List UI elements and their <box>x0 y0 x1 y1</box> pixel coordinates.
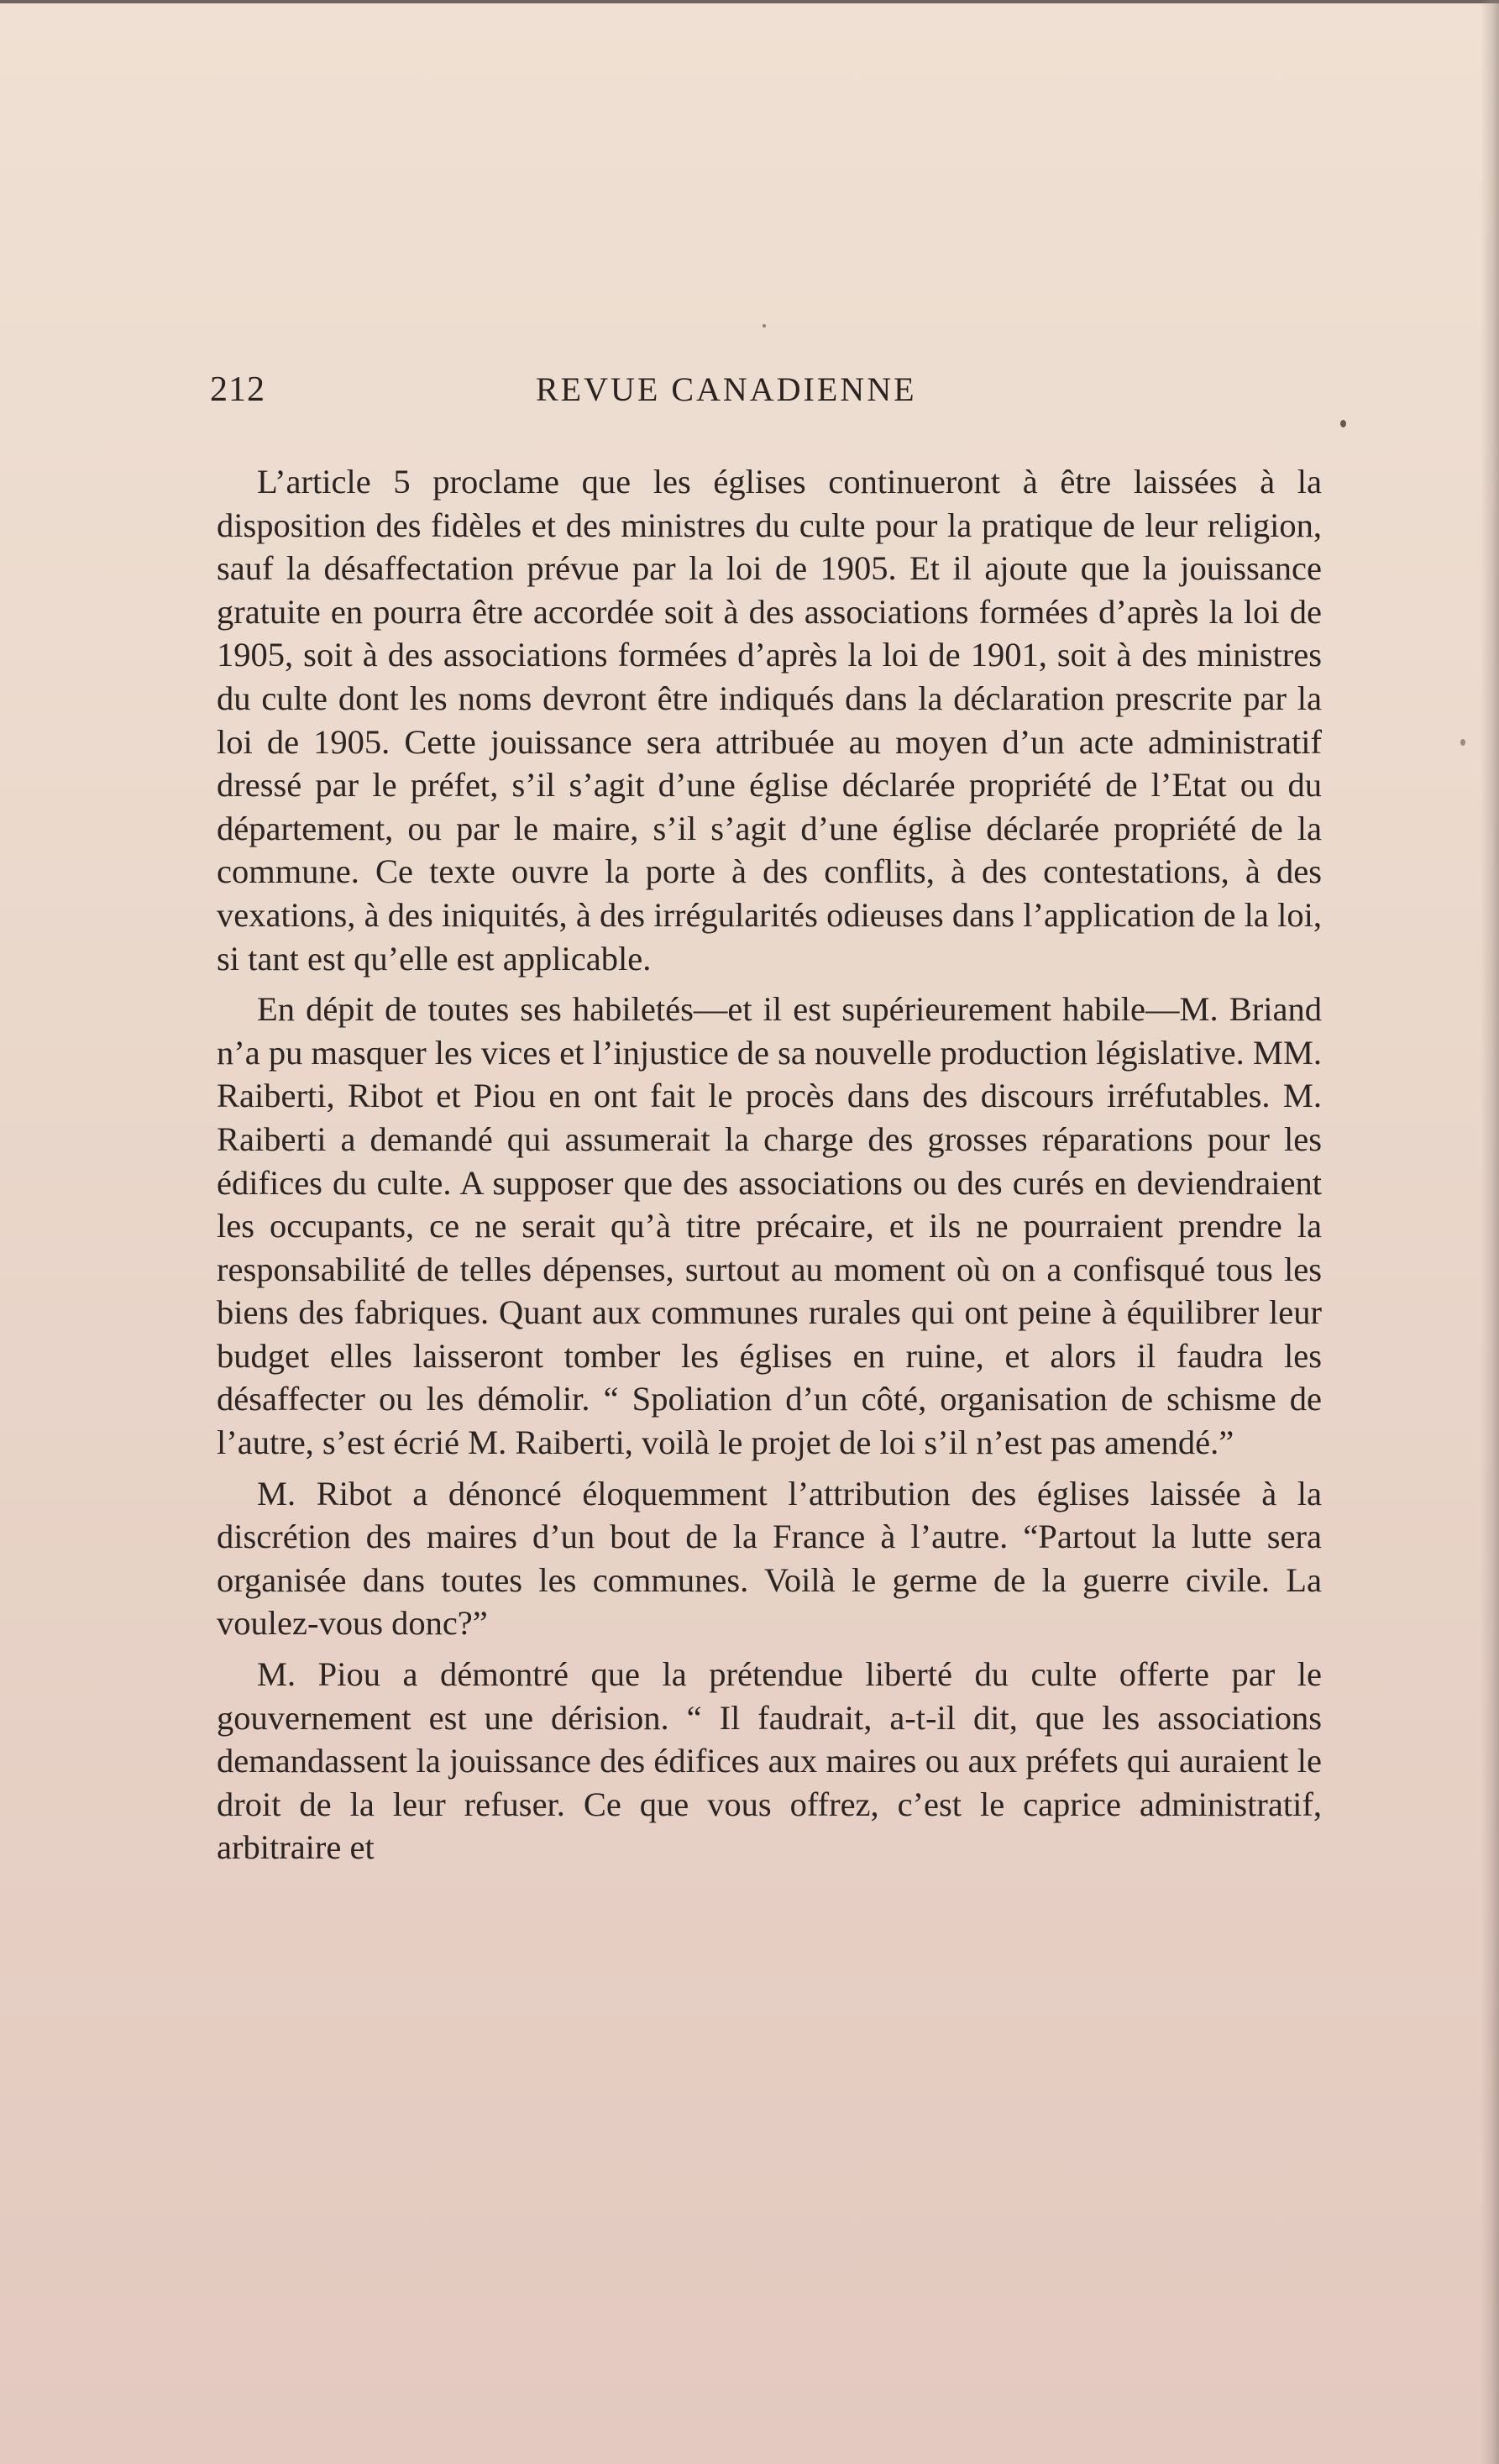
running-title: REVUE CANADIENNE <box>536 370 917 408</box>
ink-fleck <box>1460 739 1465 746</box>
page-number: 212 <box>210 370 265 409</box>
paragraph-piou: M. Piou a démontré que la prétendue liberté du culte offerte par le gouvernement est une dérision. “ Il faudrait, a-t-il dit, que les associations demandassent la jouissance des édifices aux maires ou aux préfets qui auraient le droit de la leur refuser. Ce que vous offrez, c’est le caprice administratif, arbitraire et <box>217 1655 1322 1867</box>
page-header <box>210 370 1327 420</box>
paragraph-ribot: M. Ribot a dénoncé éloquemment l’attribution des églises laissée à la discrétion des maires d’un bout de la France à l’autre. “Partout la lutte sera organisée dans toutes les communes. Voilà le germe de la guerre civile. La voulez-vous donc?” <box>217 1474 1322 1643</box>
body-text <box>217 460 1322 1877</box>
paragraph-briand: En dépit de toutes ses habiletés—et il est supérieurement habile—M. Briand n’a pu masquer les vices et l’injustice de sa nouvelle production législative. MM. Raiberti, Ribot et Piou en ont fait le procès dans des discours irréfutables. M. Raiberti a demandé qui assumerait la charge des grosses réparations pour les édifices du culte. A supposer que des associations ou des curés en deviendraient les occupants, ce ne serait qu’à titre précaire, et ils ne pourraient prendre la responsabilité de telles dépenses, surtout au moment où on a confisqué tous les biens des fabriques. Quant aux communes rurales qui ont peine à équilibrer leur budget elles laisseront tomber les églises en ruine, et alors il faudra les désaffecter ou les démolir. “ Spoliation d’un côté, organisation de schisme de l’autre, s’est écrié M. Raiberti, voilà le projet de loi s’il n’est pas amendé.” <box>217 990 1322 1462</box>
ink-fleck <box>1340 420 1346 427</box>
paragraph-article-5: L’article 5 proclame que les églises continueront à être laissées à la disposition des fidèles et des ministres du culte pour la pratique de leur religion, sauf la désaffectation prévue par la loi de 1905. Et il ajoute que la jouissance gratuite en pourra être accordée soit à des associations formées d’après la loi de 1905, soit à des associations formées d’après la loi de 1901, soit à des ministres du culte dont les noms devront être indiqués dans la déclaration prescrite par la loi de 1905. Cette jouissance sera attribuée au moyen d’un acte administratif dressé par le préfet, s’il s’agit d’une église déclarée propriété de l’Etat ou du département, ou par le maire, s’il s’agit d’une église déclarée propriété de la commune. Ce texte ouvre la porte à des conflits, à des contestations, à des vexations, à des iniquités, à des irrégularités odieuses dans l’application de la loi, si tant est qu’elle est applicable. <box>217 463 1322 978</box>
scan-right-edge <box>1481 0 1499 2464</box>
scan-top-edge <box>0 0 1499 3</box>
ink-fleck <box>763 324 766 328</box>
